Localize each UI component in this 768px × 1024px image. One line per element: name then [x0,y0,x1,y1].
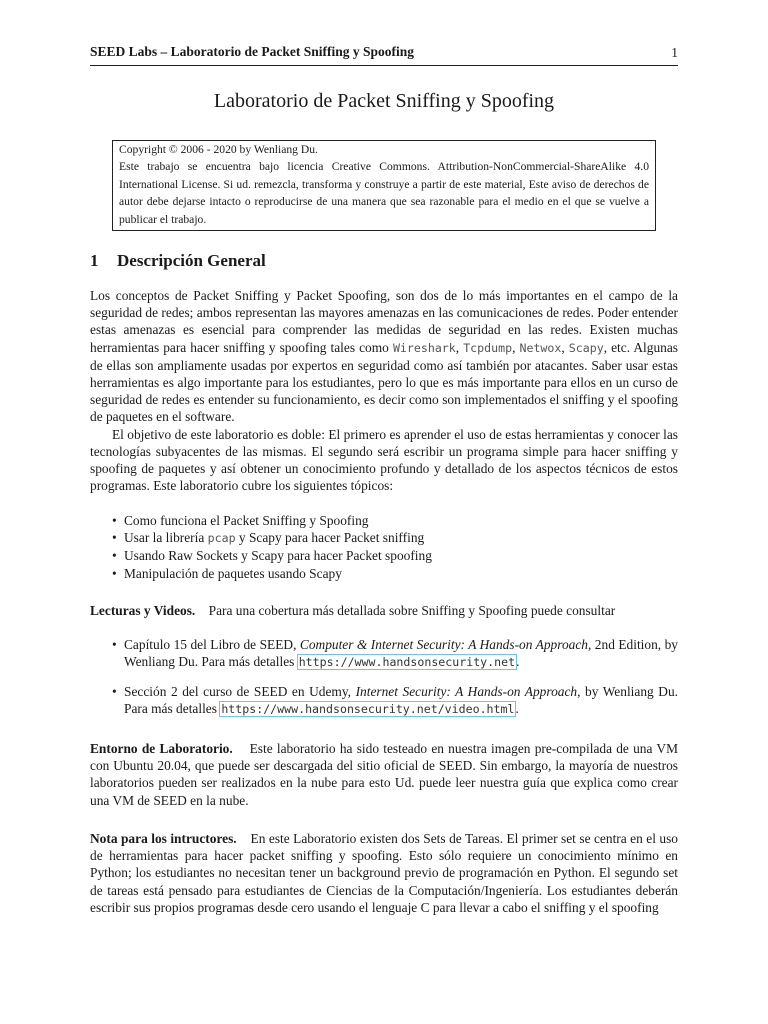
video-link[interactable]: https://www.handsonsecurity.net/video.html [221,702,515,717]
license-text: Este trabajo se encuentra bajo licencia Creative Commons. Attribution-NonCommercial-ShareAlike 4.0 International License. Si ud. remezcla, transforma y construye a partir de este material, Este aviso de derechos de autor debe dejarse intacto o reproducirse de una manera que sea razonable para el medio en el que se vuelve a publicar el trabajo. [119,160,649,226]
document-title: Laboratorio de Packet Sniffing y Spoofing [213,90,555,112]
list-item: • Usar la librería pcap y Scapy para hacer Packet sniffing [90,529,678,547]
book-title: Computer & Internet Security: A Hands-on Approach [299,637,588,652]
readings-label: Lecturas y Videos. [90,603,196,618]
tool-netwox: Netwox [519,340,562,355]
running-title: SEED Labs – Laboratorio de Packet Sniffing y Spoofing [90,44,415,59]
code-pcap: pcap [207,531,236,546]
readings-list-2 [90,683,678,718]
section-heading [90,251,266,271]
copyright-line: Copyright © 2006 - 2020 by Wenliang Du. [119,143,318,156]
tool-scapy: Scapy [568,340,604,355]
environment-label: Entorno de Laboratorio. [90,741,233,756]
section-title: Descripción General [117,251,266,270]
environment-paragraph: Entorno de Laboratorio. Este laboratorio ha sido testeado en nuestra imagen pre-compilada de una VM con Ubuntu 20.04, que puede ser descargada del sitio oficial de SEED. Sin embargo, la mayoría de nuestros laboratorios pueden ser realizados en la nube para esto Ud. puede leer nuestra guía que explica como crear una VM de SEED en la nube. [90,741,678,808]
section-number: 1 [90,251,99,270]
list-item: • Usando Raw Sockets y Scapy para hacer Packet spoofing [90,547,678,564]
running-header [90,44,678,66]
list-item: • Sección 2 del curso de SEED en Udemy, Internet Security: A Hands-on Approach, by Wenliang Du. Para más detalles https://www.handsonsecurity.net/video.html. [90,683,678,718]
list-item: • Como funciona el Packet Sniffing y Spoofing [90,512,678,529]
tool-wireshark: Wireshark [392,340,456,355]
course-title: Internet Security: A Hands-on Approach [355,684,578,699]
page-number: 1 [671,45,678,60]
copyright-box [112,140,656,231]
instructors-paragraph: Nota para los intructores. En este Laboratorio existen dos Sets de Tareas. El primer set se centra en el uso de herramientas para hacer packet sniffing y spoofing. Esto sólo requiere un conocimiento mínimo en Python; los estudiantes no necesitan tener un background previo de programación en Python. El segundo set de tareas está pensado para estudiantes de Ciencias de la Computación/Ingeniería. Los estudiantes deberán escribir sus propios programas desde cero usando el lenguaje C para llevar a cabo el sniffing y el spoofing [90,831,678,915]
readings-paragraph: Lecturas y Videos. Para una cobertura más detallada sobre Sniffing y Spoofing puede consultar [90,603,616,618]
list-item: • Manipulación de paquetes usando Scapy [90,565,678,582]
objective-paragraph: El objetivo de este laboratorio es doble: El primero es aprender el uso de estas herramientas y conocer las tecnologías subyacentes de las mismas. El segundo será escribir un programa simple para hacer sniffing y spoofing de paquetes y así obtener un conocimiento profundo y detallado de los aspectos técnicos de estos programas. Este laboratorio cubre los siguientes tópicos: [90,426,678,494]
instructors-label: Nota para los intructores. [90,831,237,846]
topics-list [90,512,678,582]
list-item: • Capítulo 15 del Libro de SEED, Computer & Internet Security: A Hands-on Approach, 2nd Edition, by Wenliang Du. Para más detalles https://www.handsonsecurity.net. [90,636,678,671]
tool-tcpdump: Tcpdump [463,340,513,355]
intro-paragraph: Los conceptos de Packet Sniffing y Packet Spoofing, son dos de lo más importantes en el campo de la seguridad de redes; ambos representan las mayores amenazas en las comunicaciones de redes. Poder entender estas amenazas es esencial para comprender las medidas de seguridad en las redes. Existen muchas herramientas para hacer sniffing y spoofing tales como Wireshark, Tcpdump, Netwox, Scapy, etc. Algunas de ellas son ampliamente usadas por expertos en seguridad como así también por atacantes. Saber usar estas herramientas es algo importante para los estudiantes, pero lo que es más importante para ellos en un curso de seguridad de redes es entender su funcionamiento, es decir como son implementados el sniffing y el spoofing de paquetes en el software. [90,288,679,425]
handsonsecurity-link[interactable]: https://www.handsonsecurity.net [298,655,516,670]
readings-list [90,636,678,671]
section-body [90,287,678,494]
